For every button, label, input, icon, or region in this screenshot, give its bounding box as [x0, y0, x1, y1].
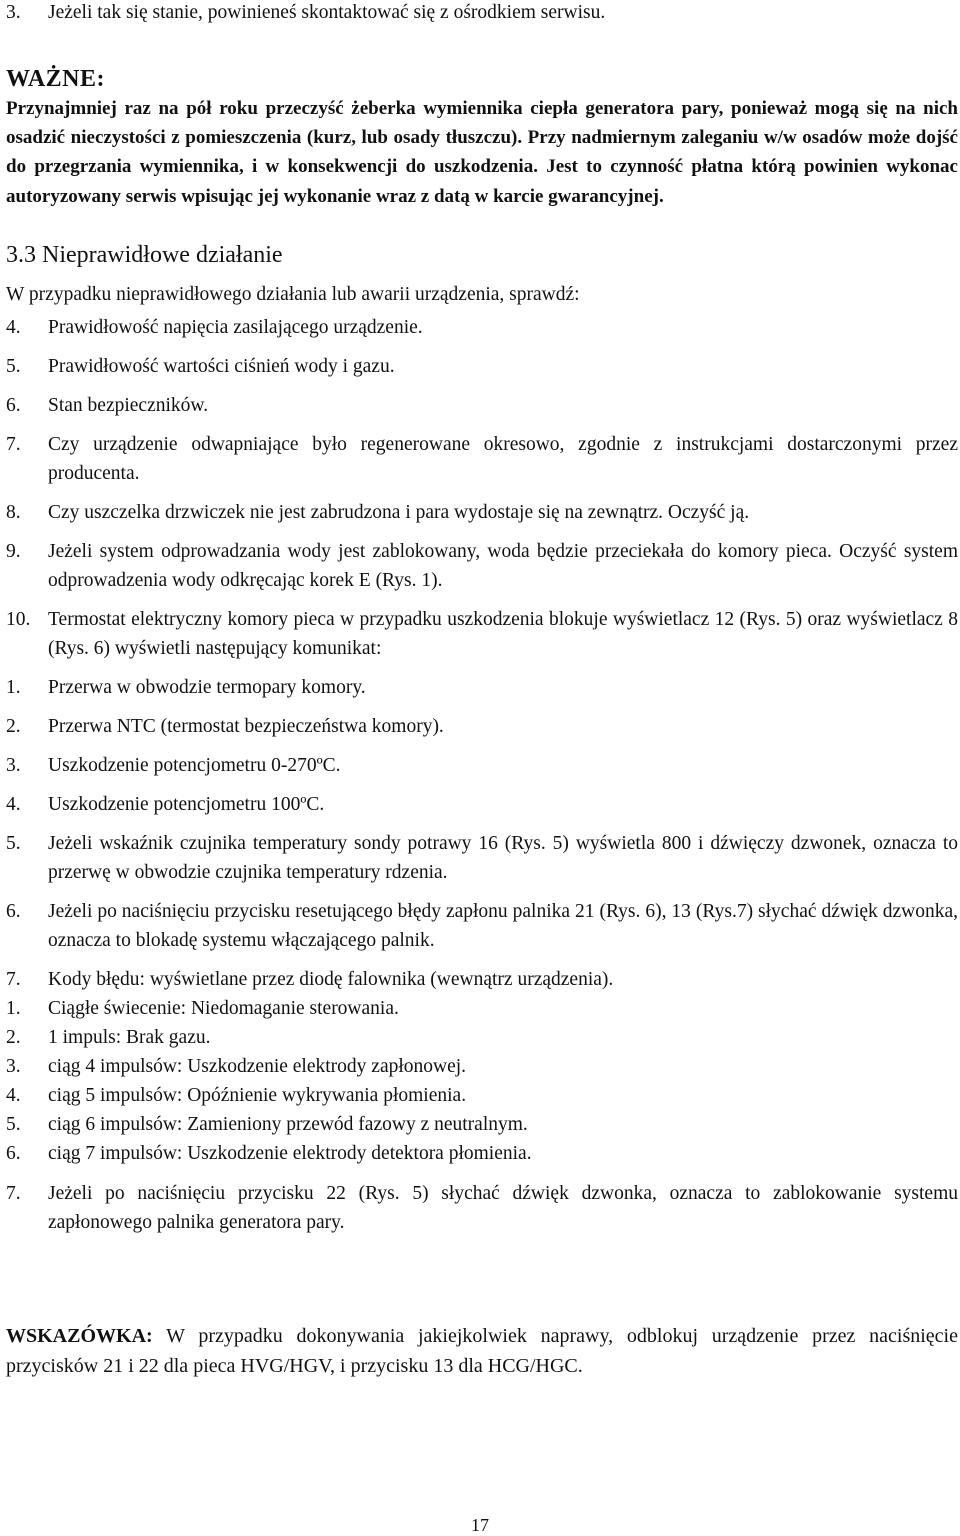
important-block: [6, 64, 958, 211]
list-item: [6, 1179, 958, 1237]
list-item-text: Prawidłowość napięcia zasilającego urządzenie.: [48, 316, 423, 338]
list-item-text: Czy uszczelka drzwiczek nie jest zabrudzona i para wydostaje się na zewnątrz. Oczyść ją.: [48, 501, 750, 523]
list-item-text: ciąg 5 impulsów: Opóźnienie wykrywania płomienia.: [48, 1084, 467, 1106]
list-item-number: 9.: [6, 540, 21, 562]
list-item-text: Jeżeli po naciśnięciu przycisku resetującego błędy zapłonu palnika 21 (Rys. 6), 13 (Rys.7) słychać dźwięk dzwonka, oznacza to blokadę systemu włączającego palnik.: [48, 900, 958, 951]
list-item-text: Jeżeli wskaźnik czujnika temperatury sondy potrawy 16 (Rys. 5) wyświetla 800 i dźwięczy dzwonek, oznacza to przerwę w obwodzie czujnika temperatury rdzenia.: [48, 832, 958, 883]
list-item-text: Prawidłowość wartości ciśnień wody i gazu.: [48, 355, 395, 377]
list-item: [6, 313, 958, 342]
list-item-text: Stan bezpieczników.: [48, 394, 209, 416]
list-item-number: 4.: [6, 316, 21, 338]
list-item-number: 3.: [6, 754, 21, 776]
list-item-number: 7.: [6, 433, 21, 455]
section-title: 3.3 Nieprawidłowe działanie: [6, 241, 283, 268]
list-item: [6, 673, 958, 702]
check-list: [6, 313, 958, 1237]
list-item: [6, 537, 958, 595]
list-item-text: Przerwa w obwodzie termopary komory.: [48, 676, 366, 698]
list-item-number: 8.: [6, 501, 21, 523]
list-item-text: Uszkodzenie potencjometru 100ºC.: [48, 793, 325, 815]
list-item-text: Uszkodzenie potencjometru 0-270ºC.: [48, 754, 341, 776]
important-heading: WAŻNE:: [6, 66, 106, 92]
list-item-text: Kody błędu: wyświetlane przez diodę falownika (wewnątrz urządzenia).: [48, 968, 614, 990]
list-item-text: Ciągłe świecenie: Niedomaganie sterowania.: [48, 997, 399, 1019]
list-item: [6, 498, 958, 527]
list-item: [6, 1110, 958, 1139]
list-item: [6, 965, 958, 994]
list-item-number: 10.: [6, 608, 31, 630]
list-item-top: [6, 0, 958, 27]
list-item-number: 4.: [6, 793, 21, 815]
list-item: [6, 391, 958, 420]
tip-text: W przypadku dokonywania jakiejkolwiek naprawy, odblokuj urządzenie przez naciśnięcie przycisków 21 i 22 dla pieca HVG/HGV, i przycisku 13 dla HCG/HGC.: [6, 1324, 958, 1377]
page-number: 17: [471, 1515, 489, 1535]
list-item-number: 6.: [6, 900, 21, 922]
list-item: [6, 1052, 958, 1081]
list-item-number: 5.: [6, 355, 21, 377]
list-item: [6, 829, 958, 887]
list-item-number: 6.: [6, 394, 21, 416]
list-item-number: 2.: [6, 1026, 21, 1048]
list-item: [6, 1023, 958, 1052]
list-item-number: 3.: [6, 1055, 21, 1077]
list-item-text: ciąg 4 impulsów: Uszkodzenie elektrody zapłonowej.: [48, 1055, 467, 1077]
list-item: [6, 994, 958, 1023]
list-item-number: 7.: [6, 968, 21, 990]
list-item-number: 7.: [6, 1182, 21, 1204]
tip-note: [6, 1321, 958, 1381]
list-item: [6, 712, 958, 741]
list-item-number: 5.: [6, 1113, 21, 1135]
list-item: [6, 605, 958, 663]
list-item: [6, 430, 958, 488]
list-item-number: 5.: [6, 832, 21, 854]
list-item: [6, 751, 958, 780]
document-page: [6, 0, 958, 1381]
list-item: [6, 790, 958, 819]
list-item-text: Przerwa NTC (termostat bezpieczeństwa komory).: [48, 715, 444, 737]
section-intro: W przypadku nieprawidłowego działania lub awarii urządzenia, sprawdź:: [6, 283, 580, 305]
list-item: [6, 352, 958, 381]
list-item-number: 3.: [6, 2, 21, 23]
list-item-text: ciąg 6 impulsów: Zamieniony przewód fazowy z neutralnym.: [48, 1113, 528, 1135]
list-item: [6, 897, 958, 955]
list-item-number: 4.: [6, 1084, 21, 1106]
list-item-text: Jeżeli tak się stanie, powinieneś skontaktować się z ośrodkiem serwisu.: [48, 2, 606, 23]
list-item-number: 1.: [6, 997, 21, 1019]
list-item-text: ciąg 7 impulsów: Uszkodzenie elektrody detektora płomienia.: [48, 1142, 532, 1164]
list-item-text: Czy urządzenie odwapniające było regenerowane okresowo, zgodnie z instrukcjami dostarczonymi przez producenta.: [48, 433, 958, 484]
list-item-number: 2.: [6, 715, 21, 737]
tip-label: WSKAZÓWKA:: [6, 1324, 153, 1347]
important-body: Przynajmniej raz na pół roku przeczyść żeberka wymiennika ciepła generatora pary, ponieważ mogą się na nich osadzić nieczystości z pomieszczenia (kurz, lub osady tłuszczu). Przy nadmiernym zaleganiu w/w osadów może dojść do przegrzania wymiennika, i w konsekwencji do uszkodzenia. Jest to czynność płatna którą powinien wykonac autoryzowany serwis wpisując jej wykonanie wraz z datą w karcie gwarancyjnej.: [6, 98, 958, 207]
list-item-text: Jeżeli system odprowadzania wody jest zablokowany, woda będzie przeciekała do komory pieca. Oczyść system odprowadzenia wody odkręcając korek E (Rys. 1).: [48, 540, 958, 591]
list-item-text: Jeżeli po naciśnięciu przycisku 22 (Rys. 5) słychać dźwięk dzwonka, oznacza to zablokowanie systemu zapłonowego palnika generatora pary.: [48, 1182, 958, 1233]
list-item-number: 6.: [6, 1142, 21, 1164]
list-item-text: Termostat elektryczny komory pieca w przypadku uszkodzenia blokuje wyświetlacz 12 (Rys. 5) oraz wyświetlacz 8 (Rys. 6) wyświetli następujący komunikat:: [48, 608, 958, 659]
list-item-text: 1 impuls: Brak gazu.: [48, 1026, 211, 1048]
list-item: [6, 1139, 958, 1168]
list-item: [6, 1081, 958, 1110]
list-item-number: 1.: [6, 676, 21, 698]
